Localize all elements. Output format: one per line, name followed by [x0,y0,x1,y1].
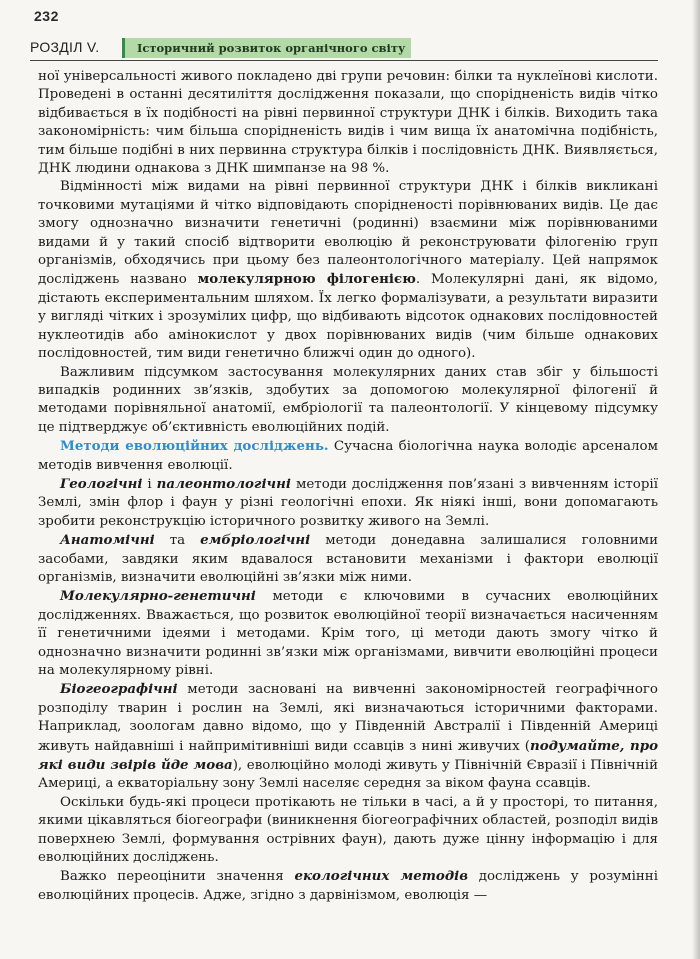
paragraph-2-text-a: Відмінності між видами на рівні первинної структури ДНК і білків викликані точковими мутаціями й чітко відповідають спорідненості порівнюваних видів. Це дає змогу однозначно визначити генетичні (родинні) взаємини між порівнюваними видами й у такий спосіб відтворити еволюцію й реконструювати філогенію груп організмів, обходячись при цьому без палеонтологічного матеріалу. Цей напрямок досліджень названо [38,179,658,288]
paragraph-5-conj: і [142,476,157,492]
paragraph-10-text-a: Важко переоцінити значення [60,869,295,885]
subheading-evolution-methods: Методи еволюційних досліджень. [60,438,329,455]
paragraph-8-text-b: методи засновані на вивченні закономірностей географічного розподілу тварин і рослин на Землі, які визначаються історичними факторами. Наприклад, зоологам давно відомо, що у Південній Австралії і Південній Америці живуть найдавніші і найпримітивніші види ссавців з нині живучих ( [38,682,658,754]
paragraph-6-conj: та [154,533,201,549]
paragraph-5-text: методи дослідження пов’язані з вивченням історії Землі, змін флор і фаун у різні геологічні епохи. Як ніякі інші, вони допомагають зробити реконструкцію історичного розвитку живого на Землі. [38,476,659,529]
paragraph-3-text: Важливим підсумком застосування молекулярних даних став збіг у більшості випадків родинних зв’язків, здобутих за допомогою молекулярної філогенії й методами порівняльної анатомії, ембріології та палеонтології. У кінцевому підсумку це підтверджує об’єктивність еволюційних подій. [38,364,658,435]
term-ecological: екологічних методів [294,868,469,885]
paragraph-1 [38,68,658,178]
paragraph-8 [38,680,658,793]
paragraph-5 [38,475,658,531]
term-biogeographical: Біогеографічні [60,681,178,698]
term-molecular-phylogeny: молекулярною філогенією [197,271,416,288]
term-anatomical: Анатомічні [60,532,155,549]
paragraph-3 [38,364,658,438]
paragraph-10-text-c: досліджень у розумінні еволюційних процесів. Адже, згідно з дарвінізмом, еволюція — [38,869,658,903]
paragraph-2 [38,178,658,363]
paragraph-1-text: ної універсальності живого покладено дві групи речовин: білки та нуклеїнові кислоти. Проведені в останні десятиліття дослідження показали, що спорідненість видів чітко відбивається в їх подібності на рівні первинної структури ДНК і білків. Виходить така закономірність: чим більша спорідненість видів і чим вища їх анатомічна подібність, тим більше подібні в них первинна структура білків і послідовність ДНК. Виявляється, ДНК людини однакова з ДНК шимпанзе на 98 %. [38,69,658,177]
page-body [38,68,658,905]
paragraph-10 [38,867,658,905]
section-label: РОЗДІЛ V. [30,39,100,55]
paragraph-4 [38,437,658,475]
page-edge-shadow [692,0,700,959]
section-title: Історичний розвиток органічного світу [122,38,411,58]
page-number: 232 [34,8,59,24]
paragraph-6-text: методи донедавна залишалися головними засобами, завдяки яким вдавалося встановити механізми і фактори еволюції організмів, визначити еволюційні зв’язки між ними. [38,533,658,585]
paragraph-9 [38,794,658,868]
paragraph-7-text: методи є ключовими в сучасних еволюційних дослідженнях. Вважається, що розвиток еволюційної теорії визначається насиченням її генетичними ідеями і методами. Крім того, ці методи дають змогу чітко й однозначно визначити родинні зв’язки між організмами, вивчити еволюційні процеси на молекулярному рівні. [38,589,658,678]
chapter-header [30,38,658,61]
term-embryological: ембріологічні [200,532,311,549]
paragraph-8-text-d: ), еволюційно молоді живуть у Північній Євразії і Північній Америці, а екваторіальну зону Землі населяє середня за віком фауна ссавців. [38,758,659,792]
term-paleontological: палеонтологічні [156,475,291,492]
term-molecular-genetic: Молекулярно-генетичні [60,588,256,605]
paragraph-6 [38,531,658,587]
paragraph-2-text-c: . Молекулярні дані, як відомо, дістають експериментальним шляхом. Їх легко формалізувати, а результати виразити у вигляді чітких і зрозумілих цифр, що відбивають відсоток однакових послідовностей нуклеотидів або амінокислот у двох порівнюваних видів (чим більше однакових послідовностей, тим види генетично ближчі один до одного). [38,272,658,362]
paragraph-4-text: Сучасна біологічна наука володіє арсеналом методів вивчення еволюції. [38,439,658,473]
paragraph-7 [38,587,658,680]
think-prompt: подумайте, про які види звірів йде мова [38,737,658,774]
term-geological: Геологічні [60,475,143,492]
paragraph-9-text: Оскільки будь-які процеси протікають не тільки в часі, а й у просторі, то питання, якими цікавляться біогеографи (виникнення біогеографічних областей, розподіл видів поверхнею Землі, формування острівних фаун), дають дуже цінну інформацію і для еволюційних досліджень. [38,794,658,866]
